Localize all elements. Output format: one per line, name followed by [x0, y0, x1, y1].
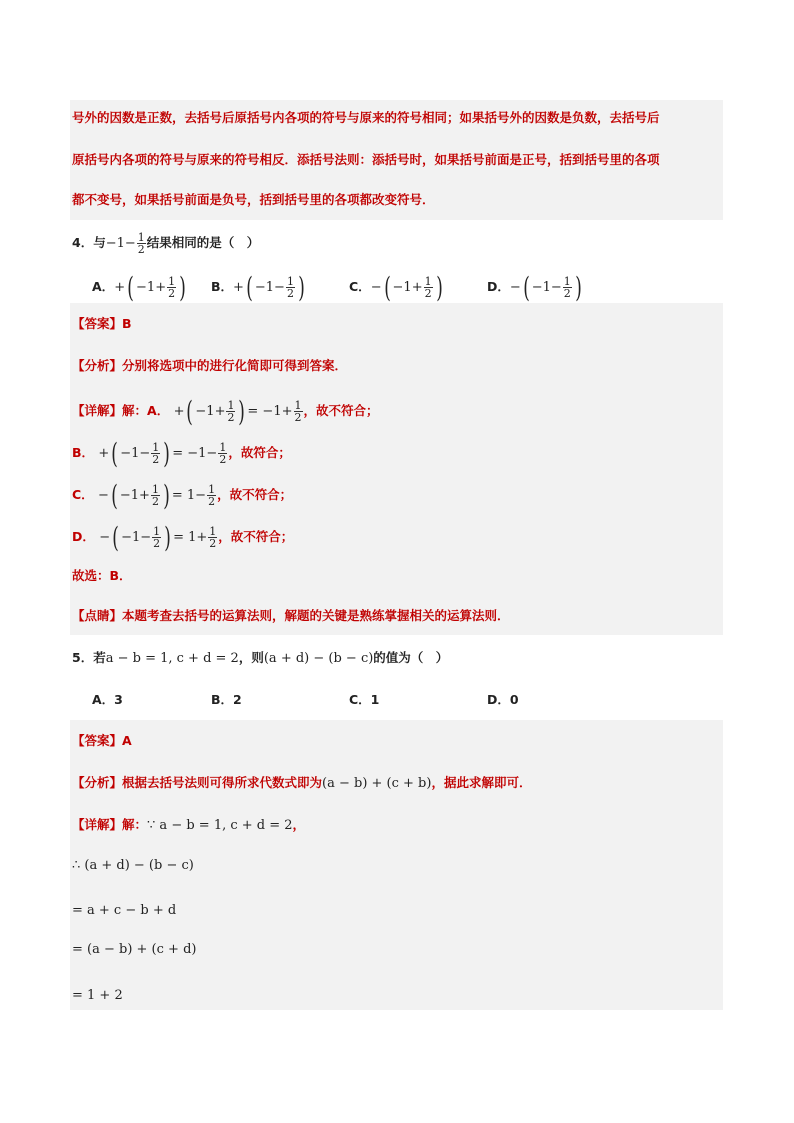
q5-option-c[interactable]: C．1	[349, 692, 380, 707]
q4-detail-c: C． −( −1+ $\frac{1}{2}$ ) = 1− $\frac{1}{2}$ ，故不符合；	[72, 478, 293, 512]
q4-option-d[interactable]: D．−( −1− $\frac{1}{2}$ )	[487, 270, 582, 304]
intro-line-3: 都不变号，如果括号前面是负号，括到括号里的各项都改变符号．	[72, 192, 435, 207]
q4-detail-d: D． −( −1− $\frac{1}{2}$ ) = 1+ $\frac{1}{2}$ ，故不符合；	[72, 520, 294, 554]
q4-stem-prefix: 与	[93, 235, 106, 250]
q5-step-1: ∴ (a + d) − (b − c)	[72, 858, 194, 873]
q4-stem-expr: −1−	[105, 236, 136, 251]
q5-step-3: = (a − b) + (c + d)	[72, 942, 197, 957]
q4-analysis: 【分析】分别将选项中的进行化简即可得到答案．	[72, 358, 348, 373]
q4-comment: 【点睛】本题考查去括号的运算法则，解题的关键是熟练掌握相关的运算法则．	[72, 608, 510, 623]
q4-number: 4．	[72, 235, 94, 250]
q4-stem	[72, 232, 259, 255]
q5-stem: 5．若a − b = 1, c + d = 2，则(a + d) − (b − c)的值为（ ）	[72, 650, 449, 666]
q4-stem-suffix: 结果相同的是（ ）	[146, 235, 260, 250]
intro-line-1: 号外的因数是正数，去括号后原括号内各项的符号与原来的符号相同；如果括号外的因数是负数，去括号后	[72, 110, 660, 125]
intro-line-2: 原括号内各项的符号与原来的符号相反．添括号法则：添括号时，如果括号前面是正号，括到括号里的各项	[72, 152, 660, 167]
q5-detail: 【详解】解：∵ a − b = 1, c + d = 2，	[72, 817, 306, 833]
q4-stem-frac: $\frac{1}{2}$	[137, 231, 145, 256]
q5-option-a[interactable]: A．3	[92, 692, 123, 707]
q5-analysis: 【分析】根据去括号法则可得所求代数式即为(a − b) + (c + b)，据此求解即可．	[72, 775, 532, 791]
q5-option-d[interactable]: D．0	[487, 692, 519, 707]
q5-step-4: = 1 + 2	[72, 988, 123, 1003]
q5-option-b[interactable]: B．2	[211, 692, 242, 707]
q5-answer: 【答案】A	[72, 733, 132, 748]
q4-option-c[interactable]: C．−( −1+ $\frac{1}{2}$ )	[349, 270, 443, 304]
q5-step-2: = a + c − b + d	[72, 903, 177, 918]
q4-choose: 故选：B．	[72, 568, 132, 583]
q4-option-b[interactable]: B．+( −1− $\frac{1}{2}$ )	[211, 270, 305, 304]
q4-detail-a: 【详解】解：A． +( −1+ $\frac{1}{2}$ ) = −1+ $\frac{1}{2}$ ，故不符合；	[72, 394, 379, 428]
q4-option-a[interactable]: A．+( −1+ $\frac{1}{2}$ )	[92, 270, 186, 304]
q4-answer: 【答案】B	[72, 316, 132, 331]
q4-detail-b: B． +( −1− $\frac{1}{2}$ ) = −1− $\frac{1}{2}$ ，故符合；	[72, 436, 291, 470]
